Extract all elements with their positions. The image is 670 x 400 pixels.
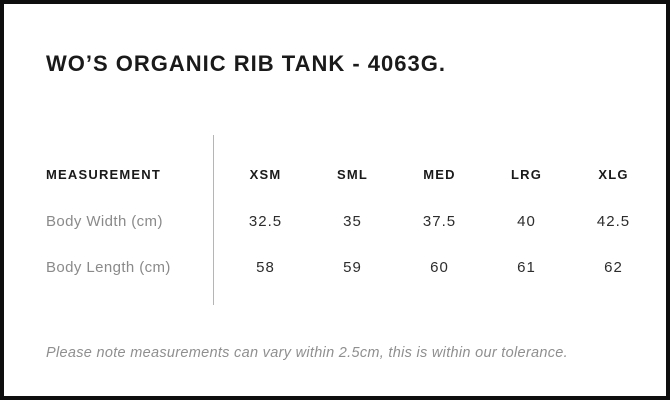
column-header-measurement: MEASUREMENT — [46, 167, 162, 182]
value-cell: 59 — [343, 259, 362, 276]
value-cell: 37.5 — [422, 213, 457, 230]
size-header-cells — [222, 167, 657, 183]
column-header-xlg: XLG — [598, 167, 629, 182]
column-header-lrg: LRG — [510, 167, 543, 182]
row-value-cells — [222, 260, 657, 276]
table-header-row — [46, 167, 657, 183]
page-title: WO’S ORGANIC RIB TANK - 4063G. — [46, 51, 446, 76]
value-cell: 61 — [517, 259, 536, 276]
column-header-med: MED — [423, 167, 456, 182]
tolerance-note: Please note measurements can vary within 2.5cm, this is within our tolerance. — [46, 345, 568, 361]
value-cell: 62 — [604, 259, 623, 276]
value-cell: 32.5 — [248, 213, 283, 230]
row-value-cells — [222, 214, 657, 230]
table-row-body-length — [46, 260, 657, 276]
row-label: Body Width (cm) — [46, 213, 163, 230]
column-header-xsm: XSM — [249, 167, 282, 182]
size-table — [46, 135, 657, 305]
value-cell: 42.5 — [596, 213, 631, 230]
value-cell: 60 — [430, 259, 449, 276]
table-row-body-width — [46, 214, 657, 230]
column-header-sml: SML — [336, 167, 369, 182]
row-label: Body Length (cm) — [46, 259, 171, 276]
value-cell: 40 — [517, 213, 536, 230]
value-cell: 58 — [256, 259, 275, 276]
value-cell: 35 — [343, 213, 362, 230]
